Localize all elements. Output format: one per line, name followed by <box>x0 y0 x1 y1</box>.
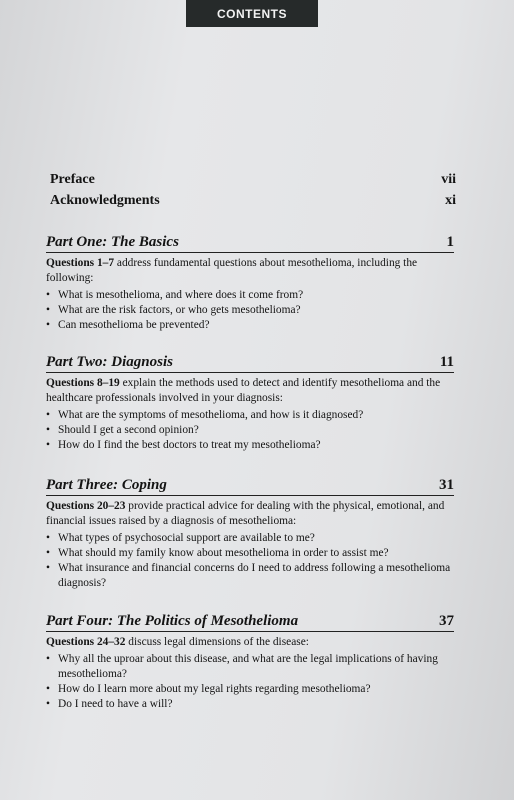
part-two-section <box>46 354 454 453</box>
question-list <box>46 288 454 333</box>
part-title: Part Three: Coping <box>46 477 167 493</box>
front-matter-acknowledgments[interactable] <box>50 193 456 209</box>
list-item: • How do I find the best doctors to treat my mesothelioma? <box>46 438 454 453</box>
front-matter-page: xi <box>445 193 456 208</box>
list-item: • Do I need to have a will? <box>46 697 454 712</box>
part-page-number: 37 <box>439 613 454 629</box>
part-title: Part One: The Basics <box>46 234 179 250</box>
description-text: address fundamental questions about mesothelioma, including the following: <box>46 257 418 284</box>
part-description <box>46 376 454 406</box>
question-range: Questions 24–32 <box>46 636 126 648</box>
part-heading[interactable] <box>46 613 454 632</box>
bleed-through-text <box>60 60 63 72</box>
part-page-number: 11 <box>439 354 454 370</box>
description-text: discuss legal dimensions of the disease: <box>125 636 309 648</box>
part-three-section <box>46 477 454 591</box>
list-item: • What should my family know about mesothelioma in order to assist me? <box>46 546 454 561</box>
part-four-section <box>46 613 454 712</box>
front-matter-page: vii <box>441 172 456 187</box>
question-list <box>46 652 454 712</box>
part-description <box>46 256 454 286</box>
description-text: provide practical advice for dealing with the physical, emotional, and financial issues raised by a diagnosis of mesothelioma: <box>46 500 445 527</box>
list-item: • What are the symptoms of mesothelioma, and how is it diagnosed? <box>46 408 454 423</box>
question-range: Questions 20–23 <box>46 500 126 512</box>
list-item: • Can mesothelioma be prevented? <box>46 318 454 333</box>
question-list <box>46 408 454 453</box>
part-title: Part Two: Diagnosis <box>46 354 173 370</box>
part-description <box>46 635 454 650</box>
list-item: • What is mesothelioma, and where does it come from? <box>46 288 454 303</box>
part-page-number: 31 <box>439 477 454 493</box>
part-one-section <box>46 234 454 333</box>
list-item: • Why all the uproar about this disease, and what are the legal implications of having mesothelioma? <box>46 652 454 682</box>
question-list <box>46 531 454 591</box>
question-range: Questions 8–19 <box>46 377 120 389</box>
description-text: explain the methods used to detect and identify mesothelioma and the healthcare professionals involved in your diagnosis: <box>46 377 441 404</box>
question-range: Questions 1–7 <box>46 257 115 269</box>
list-item: • What insurance and financial concerns do I need to address following a mesothelioma diagnosis? <box>46 561 454 591</box>
contents-banner: CONTENTS <box>186 0 318 27</box>
part-heading[interactable] <box>46 354 454 373</box>
part-page-number: 1 <box>446 234 454 250</box>
list-item: • What types of psychosocial support are available to me? <box>46 531 454 546</box>
front-matter-preface[interactable] <box>50 172 456 188</box>
list-item: • What are the risk factors, or who gets mesothelioma? <box>46 303 454 318</box>
part-heading[interactable] <box>46 234 454 253</box>
front-matter-title: Acknowledgments <box>50 193 160 208</box>
list-item: • Should I get a second opinion? <box>46 423 454 438</box>
part-title: Part Four: The Politics of Mesothelioma <box>46 613 299 629</box>
list-item: • How do I learn more about my legal rights regarding mesothelioma? <box>46 682 454 697</box>
part-description <box>46 499 454 529</box>
part-heading[interactable] <box>46 477 454 496</box>
front-matter-title: Preface <box>50 172 95 187</box>
